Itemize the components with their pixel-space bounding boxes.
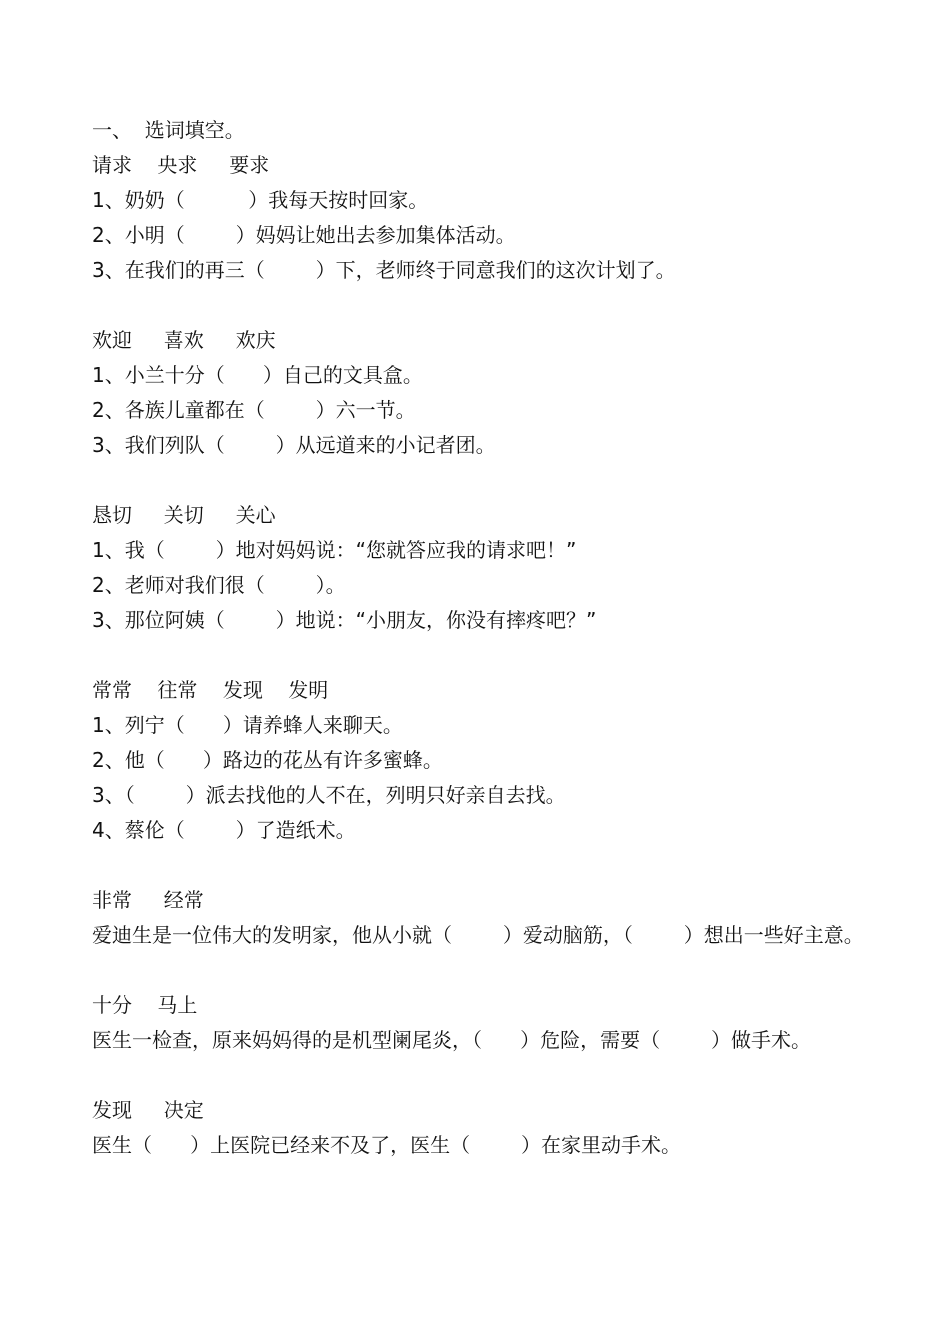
word-group-4: [92, 673, 867, 848]
word-group-3: [92, 498, 867, 638]
question-item: 1、小兰十分（ ）自己的文具盒。: [92, 363, 423, 387]
spacer: [92, 1058, 867, 1093]
question-item: 2、他（ ）路边的花丛有许多蜜蜂。: [92, 748, 443, 772]
question-item: 医生（ ）上医院已经来不及了，医生（ ）在家里动手术。: [92, 1133, 682, 1157]
section-title: 一、 选词填空。: [92, 118, 245, 142]
question-item: 1、我（ ）地对妈妈说：“您就答应我的请求吧！”: [92, 538, 577, 562]
question-item: 4、蔡伦（ ）了造纸术。: [92, 818, 356, 842]
question-item: 3、（ ）派去找他的人不在，列明只好亲自去找。: [92, 783, 566, 807]
question-item: 2、小明（ ）妈妈让她出去参加集体活动。: [92, 223, 516, 247]
question-paragraph: 爱迪生是一位伟大的发明家，他从小就（ ）爱动脑筋，（ ）想出一些好主意。: [92, 923, 864, 947]
word-choices: 发现 决定: [92, 1098, 204, 1122]
question-item: 1、列宁（ ）请养蜂人来聊天。: [92, 713, 403, 737]
spacer: [92, 848, 867, 883]
spacer: [92, 953, 867, 988]
word-group-5: [92, 883, 867, 953]
word-group-7: [92, 1093, 867, 1163]
word-choices: 常常 往常 发现 发明: [92, 678, 329, 702]
word-choices: 非常 经常: [92, 888, 204, 912]
spacer: [92, 288, 867, 323]
question-item: 3、在我们的再三（ ）下，老师终于同意我们的这次计划了。: [92, 258, 676, 282]
word-choices: 欢迎 喜欢 欢庆: [92, 328, 276, 352]
question-item: 3、我们列队（ ）从远道来的小记者团。: [92, 433, 496, 457]
question-item: 2、老师对我们很（ ）。: [92, 573, 346, 597]
question-item: 1、奶奶（ ）我每天按时回家。: [92, 188, 429, 212]
word-choices: 恳切 关切 关心: [92, 503, 276, 527]
word-group-6: [92, 988, 867, 1058]
question-item: 医生一检查，原来妈妈得的是机型阑尾炎，（ ）危险，需要（ ）做手术。: [92, 1028, 812, 1052]
word-choices: 请求 央求 要求: [92, 153, 270, 177]
spacer: [92, 463, 867, 498]
word-group-1: [92, 148, 867, 288]
word-group-2: [92, 323, 867, 463]
spacer: [92, 638, 867, 673]
question-item: 2、各族儿童都在（ ）六一节。: [92, 398, 416, 422]
word-choices: 十分 马上: [92, 993, 198, 1017]
worksheet: [92, 113, 867, 1163]
question-item: 3、那位阿姨（ ）地说：“小朋友，你没有摔疼吧？”: [92, 608, 597, 632]
